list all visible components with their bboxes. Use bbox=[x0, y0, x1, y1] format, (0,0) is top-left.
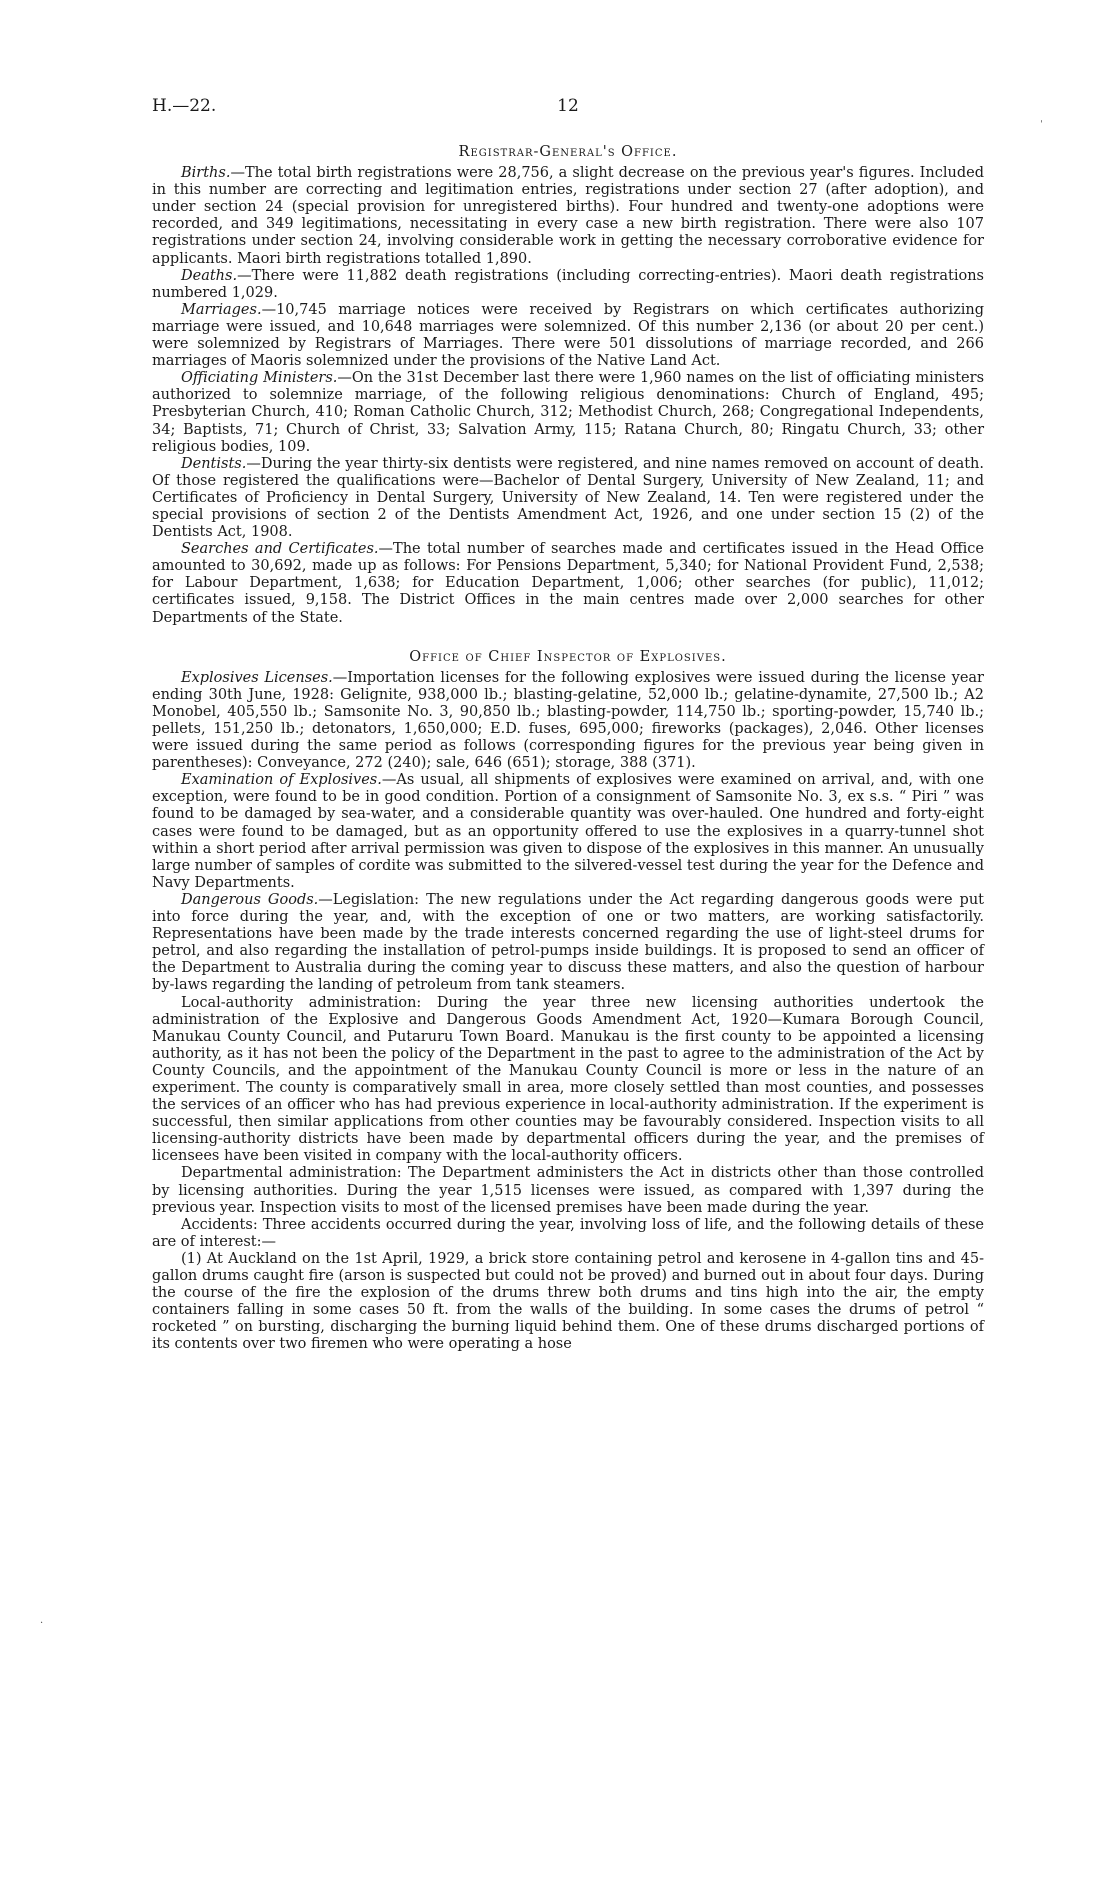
paragraph-text: —The total birth registrations were 28,756, a slight decrease on the previous year's figures. Included in this number are correcting and legitimation entries, registrations under section 27 (after adoption), and under section 24 (special provision for unregistered births). Four hundred and twenty-one adoptions were recorded, and 349 legitimations, necessitating in every case a new birth registration. There were also 107 registrations under section 24, involving considerable work in getting the necessary corroborative evidence for applicants. Maori birth registrations totalled 1,890. bbox=[152, 165, 984, 267]
paragraph-accidents bbox=[152, 1217, 984, 1251]
page-code: H.—22. bbox=[152, 96, 217, 116]
paragraph-text: —There were 11,882 death registrations (including correcting-entries). Maori death registrations numbered 1,029. bbox=[152, 267, 984, 301]
paragraph-lead: Explosives Licenses. bbox=[181, 669, 333, 686]
paragraph-lead: Searches and Certificates. bbox=[181, 541, 379, 558]
paragraph-marriages bbox=[152, 302, 984, 370]
paragraph-dangerous-goods bbox=[152, 892, 984, 995]
paragraph-births bbox=[152, 165, 984, 268]
paragraph-officiating-ministers bbox=[152, 370, 984, 455]
paragraph-explosives-licenses bbox=[152, 670, 984, 773]
paragraph-text: —10,745 marriage notices were received by Registrars on which certificates authorizing marriage were issued, and 10,648 marriages were solemnized. Of this number 2,136 (or about 20 per cent.) were solemnized by Registrars of Marriages. There were 501 dissolutions of marriage recorded, and 266 marriages of Maoris solemnized under the provisions of the Native Land Act. bbox=[152, 301, 984, 370]
paragraph-lead: Dentists. bbox=[181, 455, 247, 472]
paragraph-accident-1 bbox=[152, 1251, 984, 1354]
paragraph-text: Local-authority administration: During the year three new licensing authorities undertook the administration of the Explosive and Dangerous Goods Amendment Act, 1920—Kumara Borough Council, Manukau County Council, and Putaruru Town Board. Manukau is the first county to be appointed a licensing authority, as it has not been the policy of the Department in the past to agree to the administration of the Act by County Councils, and the appointment of the Manukau County Council is more or less in the nature of an experiment. The county is comparatively small in area, more closely settled than most counties, and possesses the services of an officer who has had previous experience in local-authority administration. If the experiment is successful, then similar applications from other counties may be favourably considered. Inspection visits to all licensing-authority districts have been made by departmental officers during the year, and the premises of licensees have been visited in company with the local-authority officers. bbox=[152, 994, 984, 1165]
paragraph-departmental bbox=[152, 1165, 984, 1216]
paragraph-searches bbox=[152, 541, 984, 626]
page-number: 12 bbox=[557, 96, 579, 116]
paragraph-text: —During the year thirty-six dentists were registered, and nine names removed on account of death. Of those registered the qualifications were—Bachelor of Dental Surgery, University of New Zealand, 11; and Certificates of Proficiency in Dental Surgery, University of New Zealand, 14. Ten were registered under the special provisions of section 2 of the Dentists Amendment Act, 1926, and one under section 15 (2) of the Dentists Act, 1908. bbox=[152, 455, 984, 541]
paragraph-lead: Examination of Explosives. bbox=[181, 772, 382, 789]
paragraph-examination bbox=[152, 772, 984, 892]
paragraph-lead: Births. bbox=[181, 165, 231, 182]
paragraph-text: —As usual, all shipments of explosives were examined on arrival, and, with one exception, were found to be in good condition. Portion of a consignment of Samsonite No. 3, ex s.s. “ Piri ” was found to be damaged by sea-water, and a considerable quantity was over-hauled. One hundred and forty-eight cases were found to be damaged, but as an opportunity offered to use the explosives in a quarry-tunnel shot within a short period after arrival permission was given to dispose of the explosives in this manner. An unusually large number of samples of cordite was submitted to the silvered-vessel test during the year for the Defence and Navy Departments. bbox=[152, 772, 984, 891]
section-title-registrar: Registrar-General's Office. bbox=[458, 144, 678, 160]
body-text bbox=[152, 140, 984, 1353]
paragraph-text: —The total number of searches made and certificates issued in the Head Office amounted to 30,692, made up as follows: For Pensions Department, 5,340; for National Provident Fund, 2,538; for Labour Department, 1,638; for Education Department, 1,006; other searches (for public), 11,012; certificates issued, 9,158. The District Offices in the main centres made over 2,000 searches for other Departments of the State. bbox=[152, 541, 985, 626]
paragraph-text: (1) At Auckland on the 1st April, 1929, a brick store containing petrol and kerosene in 4-gallon tins and 45-gallon drums caught fire (arson is suspected but could not be proved) and burned out in about four days. During the course of the fire the explosion of the drums threw both drums and tins high into the air, the empty containers falling in some cases 50 ft. from the walls of the building. In some cases the drums of petrol “ rocketed ” on bursting, discharging the burning liquid behind them. One of these drums discharged portions of its contents over two firemen who were operating a hose bbox=[152, 1250, 984, 1353]
paragraph-lead: Dangerous Goods. bbox=[181, 891, 319, 908]
page-header bbox=[152, 96, 984, 126]
paragraph-deaths bbox=[152, 268, 984, 302]
paragraph-text: Departmental administration: The Department administers the Act in districts other than those controlled by licensing authorities. During the year 1,515 licenses were issued, as compared with 1,397 during the previous year. Inspection visits to most of the licensed premises have been made during the year. bbox=[152, 1165, 984, 1216]
paragraph-lead: Officiating Ministers. bbox=[181, 370, 338, 387]
paragraph-text: —Legislation: The new regulations under the Act regarding dangerous goods were put into force during the year, and, with the exception of one or two matters, are working satisfactorily. Representations have been made by the trade interests concerned regarding the use of light-steel drums for petrol, and also regarding the installation of petrol-pumps inside buildings. It is proposed to send an officer of the Department to Australia during the coming year to discuss these matters, and also the question of harbour by-laws regarding the landing of petroleum from tank steamers. bbox=[152, 891, 984, 994]
paragraph-dentists bbox=[152, 456, 984, 541]
scan-speck: · bbox=[40, 1618, 44, 1629]
section-title-explosives: Office of Chief Inspector of Explosives. bbox=[409, 648, 727, 665]
paragraph-lead: Marriages. bbox=[181, 301, 262, 318]
scan-speck: ˈ bbox=[1040, 120, 1043, 131]
paragraph-text: —Importation licenses for the following explosives were issued during the license year ending 30th June, 1928: Gelignite, 938,000 lb.; blasting-gelatine, 52,000 lb.; gelatine-dynamite, 27,500 lb.; A2 Monobel, 405,550 lb.; Samsonite No. 3, 90,850 lb.; blasting-powder, 114,750 lb.; sporting-powder, 15,740 lb.; pellets, 151,250 lb.; detonators, 1,650,000; E.D. fuses, 695,000; fireworks (packages), 2,046. Other licenses were issued during the same period as follows (corresponding figures for the previous year being given in parentheses): Conveyance, 272 (240); sale, 646 (651); storage, 388 (371). bbox=[152, 669, 984, 772]
paragraph-local-authority bbox=[152, 995, 984, 1166]
paragraph-text: Accidents: Three accidents occurred during the year, involving loss of life, and the following details of these are of interest:— bbox=[152, 1216, 984, 1250]
paragraph-lead: Deaths. bbox=[181, 267, 238, 284]
paragraph-text: —On the 31st December last there were 1,960 names on the list of officiating ministers authorized to solemnize marriage, of the following religious denominations: Church of England, 495; Presbyterian Church, 410; Roman Catholic Church, 312; Methodist Church, 268; Congregational Independents, 34; Baptists, 71; Church of Christ, 33; Salvation Army, 115; Ratana Church, 80; Ringatu Church, 33; other religious bodies, 109. bbox=[152, 370, 985, 455]
